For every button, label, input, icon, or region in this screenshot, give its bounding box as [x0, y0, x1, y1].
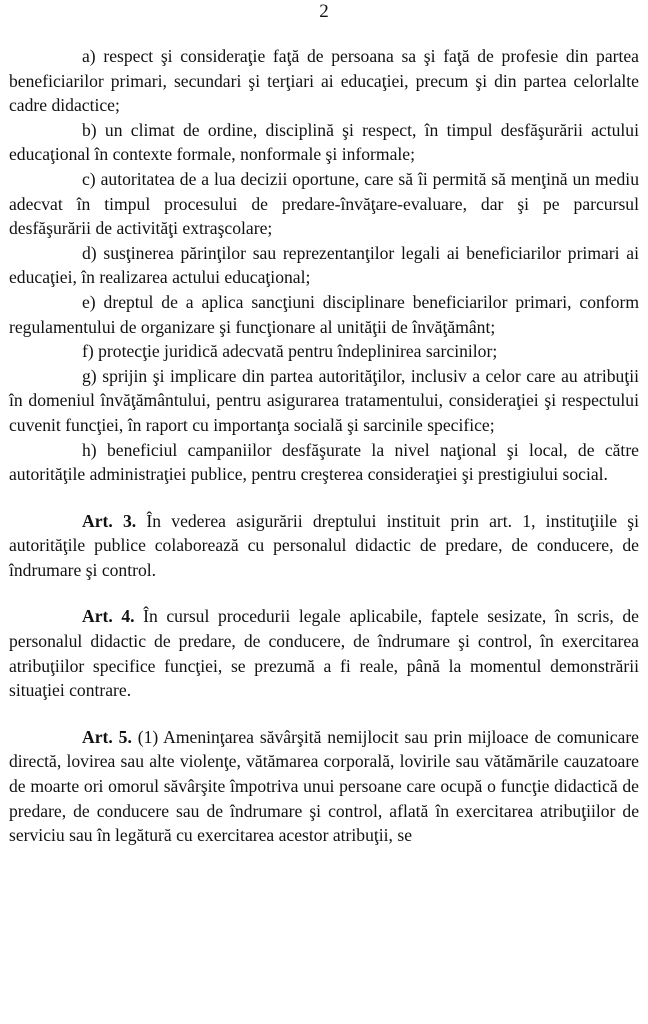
list-item-b: b) un climat de ordine, disciplină şi respect, în timpul desfăşurării actului educaţional în contexte formale, nonformale şi informale;: [9, 119, 639, 165]
list-item-c: c) autoritatea de a lua decizii oportune, care să îi permită să menţină un mediu adecvat în timpul procesului de predare-învăţare-evaluare, dar şi pe parcursul desfăşurării de activităţi extraşcolare;: [9, 168, 639, 239]
article-5-label: Art. 5.: [82, 726, 132, 747]
article-3: [9, 509, 639, 583]
page-number: 2: [319, 1, 329, 22]
article-3-text: În vederea asigurării dreptului instituit prin art. 1, instituţiile şi autorităţile publice colaborează cu personalul didactic de predare, de conducere, de îndrumare şi control.: [9, 510, 639, 580]
article-3-label: Art. 3.: [82, 510, 137, 531]
list-item-h: h) beneficiul campaniilor desfăşurate la nivel naţional şi local, de către autorităţile administraţiei publice, pentru creşterea consideraţiei şi prestigiului social.: [9, 439, 639, 485]
list-item-f: f) protecţie juridică adecvată pentru îndeplinirea sarcinilor;: [82, 341, 498, 362]
document-body: [9, 44, 639, 848]
article-4: [9, 604, 639, 702]
list-item-e: e) dreptul de a aplica sancţiuni disciplinare beneficiarilor primari, conform regulamentului de organizare şi funcţionare al unităţii de învăţământ;: [9, 291, 639, 337]
article-5: [9, 725, 639, 848]
article-5-text: (1) Ameninţarea săvârşită nemijlocit sau prin mijloace de comunicare directă, lovirea sau alte violenţe, vătămarea corporală, lovirile sau vătămările cauzatoare de moarte ori omorul săvârşite împotriva unui persoane care ocupă o funcţie didactică de predare, de conducere sau de îndrumare şi control, aflată în exercitarea atribuţiilor de serviciu sau în legătură cu exercitarea acestor atribuţii, se: [9, 726, 639, 846]
list-item-g: g) sprijin şi implicare din partea autorităţilor, inclusiv a celor care au atribuţii în domeniul învăţământului, pentru asigurarea tratamentului, consideraţiei şi respectului cuvenit funcţiei, în raport cu importanţa socială şi sarcinile specifice;: [9, 365, 639, 435]
article-4-label: Art. 4.: [82, 606, 135, 627]
article-4-text: În cursul procedurii legale aplicabile, faptele sesizate, în scris, de personalul didactic de predare, de conducere, de îndrumare şi control, în exercitarea atribuţiilor specifice funcţiei, se prezumă a fi reale, până la momentul demonstrării situaţiei contrare.: [9, 606, 639, 701]
list-item-d: d) susţinerea părinţilor sau reprezentanţilor legali ai beneficiarilor primari ai educaţiei, în realizarea actului educaţional;: [9, 242, 639, 288]
list-item-a: a) respect şi consideraţie faţă de persoana sa şi faţă de profesie din partea beneficiarilor primari, secundari şi terţiari ai educaţiei, precum şi din partea celorlalte cadre didactice;: [9, 46, 639, 116]
